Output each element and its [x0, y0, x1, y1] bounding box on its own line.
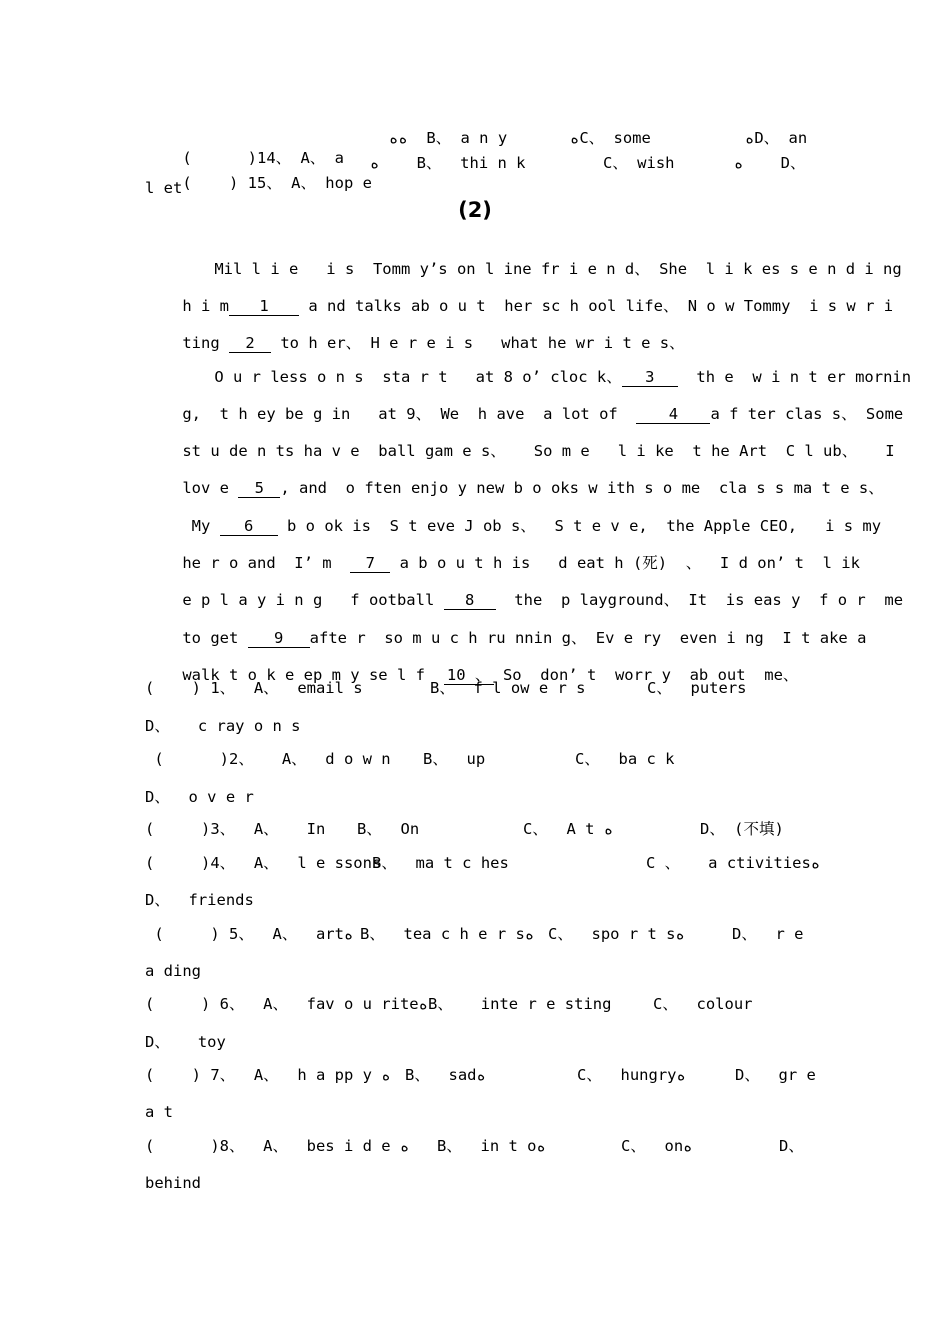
passage-text: e p l a y i n g f ootball [182, 591, 444, 609]
passage-text: he r o and I’ m [182, 554, 351, 572]
question-15-option-d: ﻩ D、 [734, 154, 806, 172]
question-4: ( )4、 A、 l e ssons [145, 854, 382, 872]
passage-text: walk t o k e ep m y se l f [182, 666, 444, 684]
passage-text: , and o ften enjo y new b o oks w ith s o me cla s s ma t e s、 [280, 479, 884, 497]
question-5-option-b: B、 tea c h e r sﻩ [360, 925, 535, 943]
question-5-option-c: C、 spo r t sﻩ [548, 925, 685, 943]
question-7-option-c: C、 hungryﻩ [577, 1066, 686, 1084]
blank-5: 5 [238, 479, 280, 498]
passage-text: st u de n ts ha v e ball gam e s、 So m e l i ke t he Art C l ub、 I [182, 442, 895, 460]
passage-text: g, t h ey be g in at 9、 We h ave a lot of [182, 405, 637, 423]
question-7: ( ) 7、 A、 h a pp y ﻩ [145, 1066, 391, 1084]
passage-text: a b o u t h is d eat h (死) 、 I d on’ t l ik [390, 554, 860, 572]
passage-text: a f ter clas s、 Some [710, 405, 904, 423]
question-2: ( )2、 A、 d o w n [145, 750, 391, 768]
passage-text: to get [182, 629, 248, 647]
blank-7: 7 [350, 554, 390, 573]
question-3: ( )3、 A、 In [145, 820, 326, 838]
question-6: ( ) 6、 A、 fav o u riteﻩB、 inte r e sting [145, 995, 612, 1013]
question-15-wrap: l et [145, 179, 183, 197]
passage-text: lov e [182, 479, 239, 497]
passage-text: the p layground、 It is eas y f o r me [495, 591, 904, 609]
question-8: ( )8、 A、 bes i d e ﻩ [145, 1137, 410, 1155]
blank-9: 9 [248, 629, 310, 648]
blank-3: 3 [622, 368, 678, 387]
passage-text: O u r less o n s sta r t at 8 o’ cloc k、 [214, 368, 622, 386]
question-1-option-d: D、 c ray o n s [145, 717, 301, 735]
blank-1: 1 [229, 297, 299, 316]
question-3-option-d: D、 (不填) [700, 820, 784, 838]
blank-2: 2 [229, 334, 271, 353]
question-14-option-d: ﻩD、 an [745, 129, 808, 147]
blank-4: 4 [636, 405, 710, 424]
question-1-option-b: B、 f l ow e r s [430, 679, 586, 697]
question-15-stem: ( ) 15、 A、 hop e [182, 174, 372, 192]
question-1-option-c: C、 puters [647, 679, 747, 697]
question-4-option-d: D、 friends [145, 891, 254, 909]
question-14-stem: ( )14、 A、 a [182, 149, 344, 167]
question-2-option-c: C、 ba c k [575, 750, 675, 768]
passage-text: So don’ t worr y ab out me、 [493, 666, 799, 684]
question-15-option-b: ﻩ B、 thi n k [370, 154, 526, 172]
question-7-option-d: D、 gr e [735, 1066, 816, 1084]
question-4-option-c: C 、 a ctivitiesﻩ [646, 854, 821, 872]
question-4-option-b: B、 ma t c hes [372, 854, 509, 872]
passage-text: a nd talks ab o u t her sc h ool life、 N o w Tommy i s w r i [299, 297, 894, 315]
question-8-option-d: D、 [779, 1137, 804, 1155]
question-8-option-c: C、 onﻩ [621, 1137, 693, 1155]
question-5: ( ) 5、 A、 artﻩ [145, 925, 354, 943]
passage-text: to h er、 H e r e i s what he wr i t e s、 [271, 334, 685, 352]
question-2-option-b: B、 up [423, 750, 486, 768]
question-6-option-c: C、 colour [653, 995, 753, 1013]
question-6-option-d: D、 toy [145, 1033, 226, 1051]
question-7-option-b: B、 sadﻩ [405, 1066, 486, 1084]
question-8-option-d-wrap: behind [145, 1174, 201, 1192]
question-5-option-d: D、 r e [732, 925, 804, 943]
passage-text: afte r so m u c h ru nnin g、 Ev e ry even i ng I t ake a [309, 629, 867, 647]
blank-8: 8 [444, 591, 496, 610]
question-8-option-b: B、 in t oﻩ [437, 1137, 546, 1155]
passage-text: Mil l i e i s Tomm y’s on l ine fr i e n d、 She l i k es s e n d i ng [214, 260, 902, 278]
question-7-option-d-wrap: a t [145, 1103, 173, 1121]
passage-text: b o ok is S t eve J ob s、 S t e v e, the Apple CEO, i s my [277, 517, 882, 535]
passage-text: h i m [182, 297, 229, 315]
blank-10: 10 、 [444, 666, 494, 685]
section-title: (2) [458, 198, 492, 222]
question-2-option-d: D、 o v e r [145, 788, 254, 806]
question-14-option-c: ﻩC、 some [570, 129, 651, 147]
question-3-option-b: B、 On [357, 820, 420, 838]
question-14-option-b: ﻩﻩ B、 a n y [389, 129, 508, 147]
blank-6: 6 [220, 517, 278, 536]
passage-text: th e w i n t er mornin [677, 368, 912, 386]
question-15-option-c: C、 wish [603, 154, 675, 172]
question-5-option-d-wrap: a ding [145, 962, 201, 980]
passage-text: My [182, 517, 220, 535]
question-3-option-c: C、 A t ﻩ [523, 820, 614, 838]
passage-text: ting [182, 334, 229, 352]
question-1: ( ) 1、 A、 email s [145, 679, 363, 697]
